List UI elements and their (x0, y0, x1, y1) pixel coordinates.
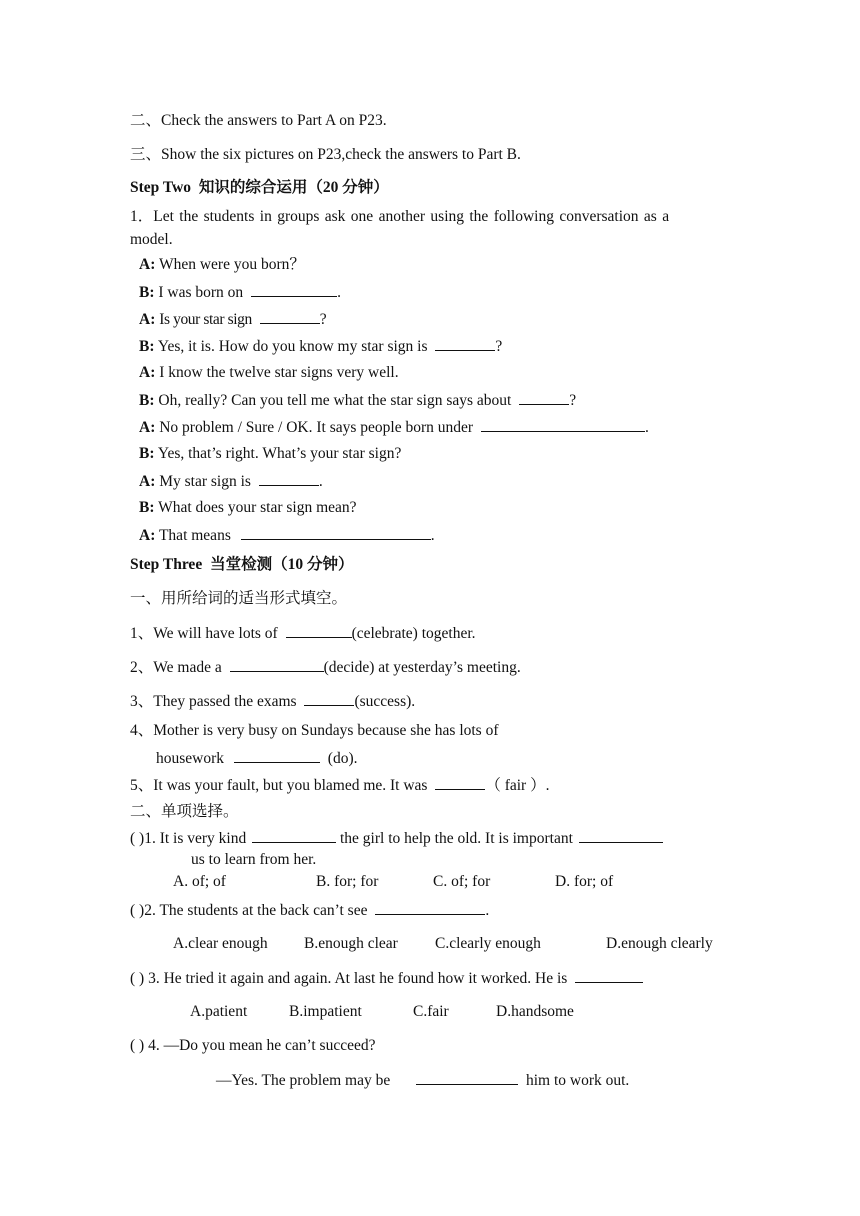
question-hint: (success). (354, 693, 416, 710)
answer-blank[interactable] (579, 828, 663, 843)
answer-blank[interactable] (375, 900, 485, 915)
answer-blank[interactable] (435, 775, 485, 790)
speaker: B: (139, 392, 155, 409)
answer-paren[interactable]: ( )1. (130, 830, 156, 847)
fill-question-1 (130, 623, 476, 644)
speaker: A: (139, 311, 156, 328)
dialogue-text: Yes, that’s right. What’s your star sign? (157, 445, 402, 462)
question-text: housework (156, 750, 225, 767)
question-end: . (485, 902, 490, 919)
answer-blank[interactable] (260, 309, 320, 324)
speaker: B: (139, 445, 155, 462)
question-hint: （ fair ）. (485, 777, 550, 794)
part-1-title: 一、用所给词的适当形式填空。 (130, 590, 348, 607)
question-text: 2、We made a (130, 659, 222, 676)
dialogue-text: Oh, really? Can you tell me what the star sign says about (158, 392, 512, 409)
speaker: A: (139, 256, 156, 273)
answer-blank[interactable] (252, 828, 336, 843)
dialogue-text: I know the twelve star signs very well. (159, 364, 399, 381)
option-d[interactable]: D. for; of (555, 873, 614, 890)
reply-text: —Yes. The problem may be (216, 1072, 391, 1089)
option-d[interactable]: D.handsome (496, 1003, 574, 1020)
dialogue-text: Yes, it is. How do you know my star sign is (157, 338, 428, 355)
dialogue-end: . (644, 419, 649, 436)
option-a[interactable]: A.patient (190, 1003, 248, 1020)
question-text: He tried it again and again. At last he found how it worked. He is (163, 970, 568, 987)
question-text: The students at the back can’t see (159, 902, 368, 919)
mc-question-3 (130, 968, 643, 989)
question-text: 3、They passed the exams (130, 693, 297, 710)
speaker: A: (139, 473, 156, 490)
dialogue-text: What does your star sign mean? (158, 499, 357, 516)
dialogue-end: . (430, 527, 435, 544)
mc-question-1-cont: us to learn from her. (191, 851, 317, 868)
dialogue-text: Is your star sign (159, 311, 252, 328)
dialogue-line (139, 363, 399, 383)
dialogue-line (139, 444, 401, 464)
dialogue-line (139, 309, 327, 330)
option-c[interactable]: C.fair (413, 1003, 449, 1020)
speaker: B: (139, 284, 155, 301)
answer-blank[interactable] (259, 471, 319, 486)
speaker: B: (139, 499, 155, 516)
step-two-heading (130, 178, 389, 198)
answer-blank[interactable] (435, 336, 495, 351)
answer-paren[interactable]: ( )2. (130, 902, 156, 919)
reply-text-end: him to work out. (525, 1072, 630, 1089)
answer-blank[interactable] (519, 390, 569, 405)
section-2-check: 二、Check the answers to Part A on P23. (130, 112, 387, 129)
option-c[interactable]: C. of; for (433, 873, 491, 890)
dialogue-end: ? (495, 338, 503, 355)
dialogue-text: I was born on (158, 284, 244, 301)
question-text: the girl to help the old. It is important (339, 830, 573, 847)
mc-question-1 (130, 828, 663, 849)
answer-blank[interactable] (234, 748, 320, 763)
question-text: 1、We will have lots of (130, 625, 278, 642)
answer-paren[interactable]: ( ) 3. (130, 970, 160, 987)
dialogue-line (139, 336, 502, 357)
fill-question-2 (130, 657, 521, 678)
dialogue-text: No problem / Sure / OK. It says people born under (159, 419, 474, 436)
fill-question-3 (130, 691, 415, 712)
dialogue-end: ? (569, 392, 577, 409)
answer-blank[interactable] (286, 623, 352, 638)
answer-blank[interactable] (230, 657, 324, 672)
step-three-label: Step Three (130, 556, 203, 573)
answer-blank[interactable] (416, 1070, 518, 1085)
section-3-show: 三、Show the six pictures on P23,check the answers to Part B. (130, 146, 521, 163)
question-hint: (decide) at yesterday’s meeting. (323, 659, 521, 676)
answer-blank[interactable] (481, 417, 645, 432)
option-b[interactable]: B. for; for (316, 873, 379, 890)
dialogue-line (139, 282, 341, 303)
option-d[interactable]: D.enough clearly (606, 935, 713, 952)
option-a[interactable]: A. of; of (173, 873, 226, 890)
question-hint: (celebrate) together. (351, 625, 476, 642)
speaker: A: (139, 419, 156, 436)
dialogue-line (139, 390, 576, 411)
option-b[interactable]: B.impatient (289, 1003, 362, 1020)
speaker: B: (139, 338, 155, 355)
dialogue-line (139, 498, 357, 518)
task-1-instruction: 1．Let the students in groups ask one another using the following conversation as a (130, 208, 670, 225)
dialogue-text: That means (158, 527, 231, 544)
dialogue-line (139, 525, 435, 546)
question-text: —Do you mean he can’t succeed? (163, 1037, 376, 1054)
mc-question-2 (130, 900, 489, 921)
fill-question-5 (130, 775, 549, 796)
step-two-label: Step Two (130, 179, 192, 196)
fill-question-4: 4、Mother is very busy on Sundays because she has lots of (130, 722, 499, 739)
option-b[interactable]: B.enough clear (304, 935, 398, 952)
question-text: 5、It was your fault, but you blamed me. It was (130, 777, 428, 794)
answer-blank[interactable] (251, 282, 337, 297)
step-three-title: 当堂检测（10 分钟） (210, 556, 354, 573)
answer-blank[interactable] (304, 691, 354, 706)
dialogue-end: . (337, 284, 341, 301)
option-c[interactable]: C.clearly enough (435, 935, 541, 952)
mc-question-4 (130, 1036, 375, 1056)
dialogue-line (139, 255, 305, 275)
dialogue-end: . (318, 473, 323, 490)
question-hint: (do). (327, 750, 358, 767)
dialogue-line (139, 471, 323, 492)
task-1-instruction-cont: model. (130, 231, 173, 248)
answer-blank[interactable] (241, 525, 431, 540)
dialogue-line (139, 417, 649, 438)
fill-question-4-cont (156, 748, 357, 769)
dialogue-text: When were you born？ (158, 256, 305, 273)
mc-question-4-reply (216, 1070, 629, 1091)
speaker: A: (139, 527, 156, 544)
step-two-title: 知识的综合运用（20 分钟） (198, 179, 389, 196)
answer-paren[interactable]: ( ) 4. (130, 1037, 160, 1054)
question-text: It is very kind (159, 830, 247, 847)
part-2-title: 二、单项选择。 (130, 803, 239, 820)
option-a[interactable]: A.clear enough (173, 935, 268, 952)
answer-blank[interactable] (575, 968, 643, 983)
dialogue-text: My star sign is (159, 473, 251, 490)
dialogue-end: ? (319, 311, 327, 328)
speaker: A: (139, 364, 156, 381)
step-three-heading (130, 555, 353, 575)
